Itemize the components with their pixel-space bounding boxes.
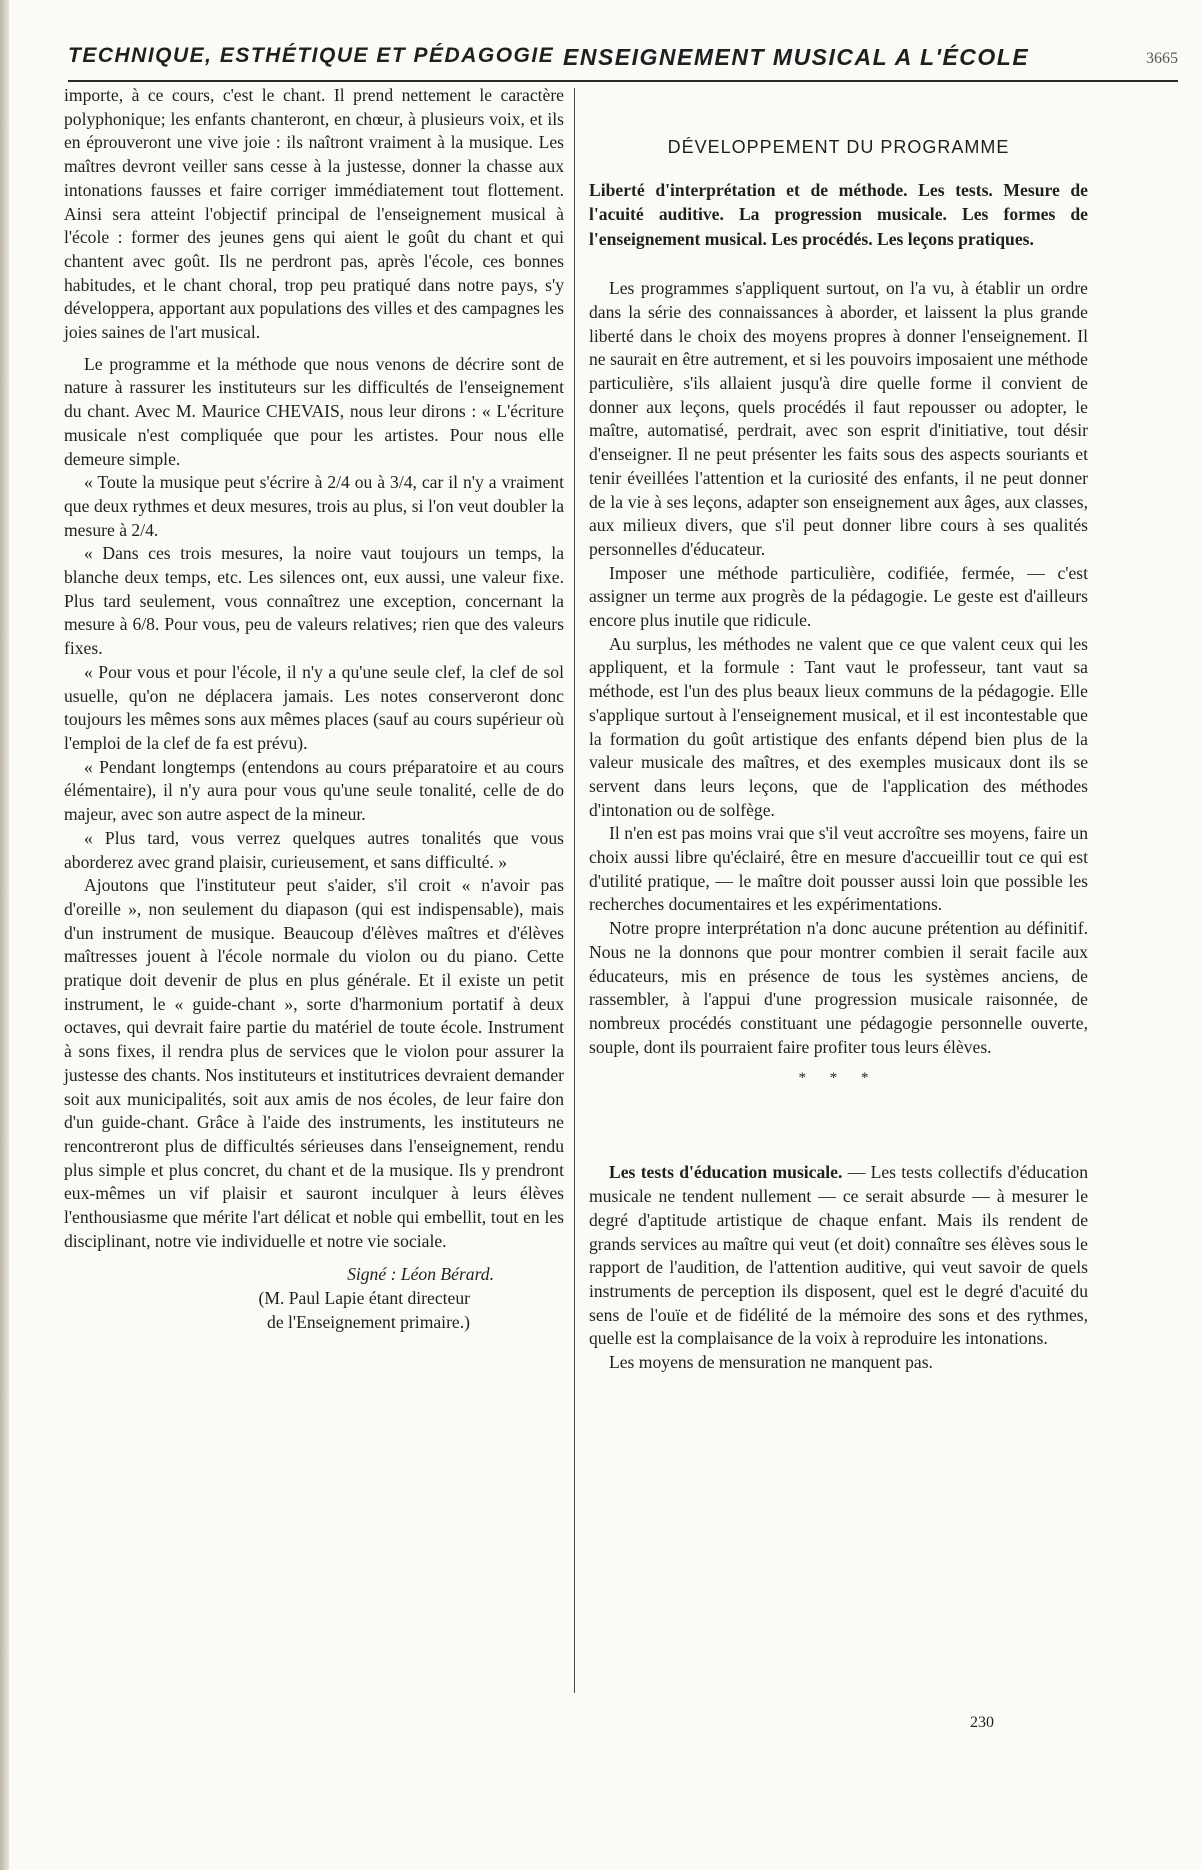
signature-text: Signé : Léon Bérard. (347, 1264, 494, 1285)
tests-heading: Les tests d'éducation musicale. (609, 1162, 843, 1183)
header-page-number: 3665 (1146, 50, 1178, 67)
column-divider (574, 88, 575, 1693)
footer-number: 230 (970, 1714, 994, 1731)
page-edge (0, 0, 9, 1870)
header-right-title: ENSEIGNEMENT MUSICAL A L'ÉCOLE (563, 44, 1030, 70)
tests-text: — Les tests collectifs d'éducation musicale ne tendent nullement — ce serait absurde — à mesurer le degré d'aptitude artistique de chaque enfant. Mais ils rendent de grands services au maître qui veut (et doit) connaître ses élèves sous le rapport de l'audition, de l'attention auditive, qui veut savoir de quels instruments de perception ils disposent, quel est le degré d'acuité du sens de l'ouïe et de fidélité de la mémoire des sons et des rythmes, quelle est la complaisance de la voix à reproduire les intonations. (589, 1162, 1089, 1349)
paragraph: Ajoutons que l'instituteur peut s'aider, s'il croit « n'avoir pas d'oreille », non seulement du diapason (qui est indispensable), mais d'un instrument de musique. Beaucoup d'élèves maîtres et d'élèves maîtresses jouent à l'école normale du violon ou du piano. Cette pratique doit devenir de plus en plus générale. Et il existe un petit instrument, le « guide-chant », sorte d'harmonium portatif à deux octaves, qui devrait faire partie du matériel de toute école. Instrument à sons fixes, il rendra plus de services que le violon pour assurer la justesse des chants. Nos instituteurs et institutrices devraient demander soit aux municipalités, soit aux amis de nos écoles, de leur faire don d'un guide-chant. Grâce à l'aide des instruments, les instituteurs ne rencontreront plus de difficultés sérieuses dans l'enseignement, rendu plus simple et plus concret, du chant et de la musique. Ils y prendront eux-mêmes un vif plaisir et sauront inculquer à leurs élèves l'enthousiasme que mérite l'art délicat et noble qui embellit, tout en les disciplinant, notre vie individuelle et notre vie sociale. (64, 875, 564, 1251)
header-left-title: TECHNIQUE, ESTHÉTIQUE ET PÉDAGOGIE (68, 44, 555, 67)
paragraph: « Toute la musique peut s'écrire à 2/4 ou à 3/4, car il n'y a vraiment que deux rythmes et deux mesures, trois au plus, si l'on veut doubler la mesure à 2/4. (64, 472, 564, 540)
paragraph: Le programme et la méthode que nous venons de décrire sont de nature à rassurer les instituteurs sur les difficultés de l'enseignement du chant. Avec M. Maurice CHEVAIS, nous leur dirons : « L'écriture musicale n'est compliquée que pour les artistes. Pour nous elle demeure simple. (64, 353, 564, 469)
paragraph (589, 1161, 1088, 1351)
paragraph: Imposer une méthode particulière, codifiée, fermée, — c'est assigner un terme aux progrès de la pédagogie. Le geste est d'ailleurs encore plus inutile que ridicule. (589, 562, 1088, 631)
paragraph: Il n'en est pas moins vrai que s'il veut accroître ses moyens, faire un choix aussi libre qu'éclairé, être en mesure d'accueillir tout ce qui est d'utilité pratique, — le maître doit pousser aussi loin que possible les recherches documentaires et les expérimentations. (589, 823, 1088, 915)
running-header (68, 44, 1178, 82)
paragraph: importe, à ce cours, c'est le chant. Il prend nettement le caractère polyphonique; les enfants chanteront, en chœur, à plusieurs voix, et ils en éprouveront une vive joie : ils naîtront vraiment à la musique. Les maîtres devront veiller sans cesse à la justesse, donner la chasse aux intonations fausses et faire corriger immédiatement tout flottement. Ainsi sera atteint l'objectif principal de l'enseignement musical à l'école : former des jeunes gens qui aient le goût du chant et qui chantent avec goût. Ils ne perdront pas, après l'école, ces bonnes habitudes, et le chant choral, trop peu pratiqué dans notre pays, s'y développera, apportant aux populations des villes et des campagnes les joies saines de l'art musical. (64, 85, 564, 343)
paragraph: Au surplus, les méthodes ne valent que ce que valent ceux qui les appliquent, et la formule : Tant vaut le professeur, tant vaut sa méthode, est l'un des plus beaux lieux communs de la pédagogie. Elle s'applique surtout à l'enseignement musical, et il est incontestable que la formation du goût artistique des enfants dépend bien plus de la valeur musicale des maîtres, et des exemples musicaux dont ils se servent dans leurs leçons, que de l'application des méthodes d'intonation ou de solfège. (589, 633, 1088, 820)
paragraph: « Pour vous et pour l'école, il n'y a qu'une seule clef, la clef de sol usuelle, qu'on ne déplacera jamais. Les notes conserveront donc toujours les mêmes sons aux mêmes places (sauf au cours supérieur où l'emploi de la clef de fa est prévu). (64, 661, 564, 753)
paragraph: « Pendant longtemps (entendons au cours préparatoire et au cours élémentaire), il n'y aura pour vous qu'une seule tonalité, celle de do majeur, avec son autre aspect de la mineur. (64, 756, 564, 825)
paragraph: « Dans ces trois mesures, la noire vaut toujours un temps, la blanche deux temps, etc. Les silences ont, eux aussi, une valeur fixe. Plus tard seulement, vous connaîtrez une exception, concernant la mesure à 6/8. Pour vous, peu de valeurs relatives; rien que des valeurs fixes. (64, 543, 564, 659)
paragraph: Les moyens de mensuration ne manquent pas. (609, 1352, 933, 1373)
signature-note-line1: (M. Paul Lapie étant directeur (258, 1288, 470, 1309)
section-subheading: Liberté d'interprétation et de méthode. Les tests. Mesure de l'acuité auditive. La progression musicale. Les formes de l'enseignement musical. Les procédés. Les leçons pratiques. (589, 179, 1088, 249)
section-break-asterisks: * * * (798, 1070, 879, 1087)
left-column (64, 84, 564, 1335)
paragraph: « Plus tard, vous verrez quelques autres tonalités que vous aborderez avec grand plaisir, curieusement, et sans difficulté. » (64, 827, 564, 872)
paragraph: Les programmes s'appliquent surtout, on l'a vu, à établir un ordre dans la série des connaissances à aborder, et laissent la plus grande liberté dans le choix des moyens propres à donner l'enseignement. Il ne saurait en être autrement, et si les pouvoirs imposaient une méthode particulière, s'ils allaient jusqu'à dire quelle forme il convient de donner aux leçons, quels procédés il faut repousser ou adopter, le maître, automatisé, perdrait, avec son esprit d'initiative, tout désir d'enseigner. Il ne peut présenter les faits sous des aspects souriants et tenir éveillées l'attention et la curiosité des enfants, il ne peut donner de la vie à ses leçons, adapter son enseignement aux âges, aux classes, aux milieux divers, que s'il peut donner libre cours à ses qualités personnelles d'éducateur. (589, 278, 1088, 559)
right-column (589, 84, 1088, 1375)
signature-note-line2: de l'Enseignement primaire.) (267, 1311, 470, 1332)
section-heading: DÉVELOPPEMENT DU PROGRAMME (667, 137, 1010, 157)
paragraph: Notre propre interprétation n'a donc aucune prétention au définitif. Nous ne la donnons que pour montrer combien il serait facile aux éducateurs, mis en présence de tous les systèmes anciens, de rassembler, à l'appui d'une progression musicale raisonnée, de nombreux procédés constituant une pédagogie personnelle ouverte, souple, dont ils pourraient faire profiter tous leurs élèves. (589, 918, 1088, 1057)
signature (64, 1263, 564, 1287)
